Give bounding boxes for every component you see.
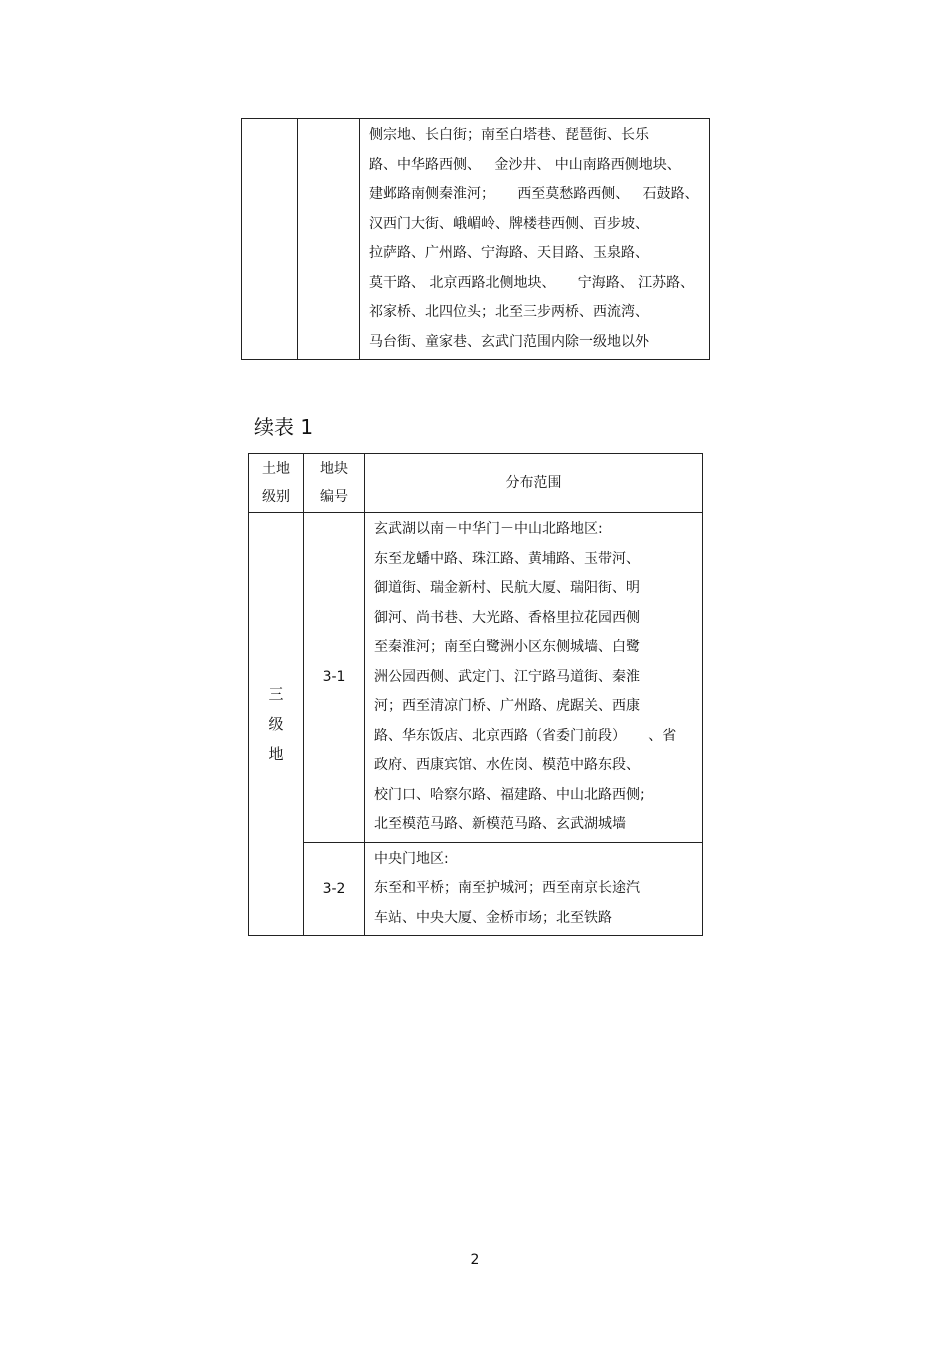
grade-char: 地 [268, 745, 284, 763]
range-line: 御河、尚书巷、大光路、香格里拉花园西侧 [374, 609, 640, 626]
range-line: 建邺路南侧秦淮河； 西至莫愁路西侧、 石鼓路、 [369, 186, 699, 202]
top-table-continuation [241, 118, 710, 360]
range-line: 御道街、瑞金新村、民航大厦、瑞阳街、明 [374, 580, 640, 596]
range-line: 河；西至清凉门桥、广州路、虎踞关、西康 [374, 698, 640, 714]
range-line: 侧宗地、长白街；南至白塔巷、琵琶街、长乐 [369, 127, 649, 143]
range-line: 北至模范马路、新模范马路、玄武湖城墙 [374, 816, 626, 832]
block-code-cell: 3-2 [304, 842, 365, 936]
range-line: 马台街、童家巷、玄武门范围内除一级地以外 [369, 333, 649, 350]
range-cell [365, 513, 703, 843]
range-cell [365, 842, 703, 936]
grade-char: 三 [268, 685, 284, 703]
table-caption: 续表 1 [254, 415, 314, 439]
grade-char: 级 [268, 715, 284, 733]
header-block-no [304, 454, 365, 513]
header-range: 分布范围 [365, 454, 703, 513]
block-code-cell: 3-1 [304, 513, 365, 843]
empty-code-cell [298, 119, 360, 360]
table-row [249, 842, 703, 936]
range-line: 莫干路、 北京西路北侧地块、 宁海路、 江苏路、 [369, 274, 695, 291]
grade-cell [249, 513, 304, 936]
range-line: 汉西门大街、峨嵋岭、牌楼巷西侧、百步坡、 [369, 215, 649, 232]
range-line: 洲公园西侧、武定门、江宁路马道街、秦淮 [374, 668, 640, 685]
header-land-grade [249, 454, 304, 513]
page-number: 2 [470, 1252, 480, 1268]
range-line: 政府、西康宾馆、水佐岗、模范中路东段、 [374, 757, 640, 773]
range-line: 祁家桥、北四位头；北至三步两桥、西流湾、 [369, 304, 649, 320]
range-line: 中央门地区: [374, 850, 449, 867]
range-line: 东至龙蟠中路、珠江路、黄埔路、玉带河、 [374, 550, 640, 567]
header-text: 级别 [262, 489, 290, 505]
table-row [249, 513, 703, 843]
range-line: 东至和平桥；南至护城河；西至南京长途汽 [374, 880, 640, 896]
range-line: 车站、中央大厦、金桥市场；北至铁路 [374, 909, 612, 926]
header-row [249, 454, 703, 513]
range-line: 玄武湖以南－中华门－中山北路地区: [374, 521, 603, 537]
empty-grade-cell [242, 119, 298, 360]
range-line: 拉萨路、广州路、宁海路、天目路、玉泉路、 [369, 245, 649, 261]
range-line: 路、中华路西侧、 金沙井、 中山南路西侧地块、 [369, 156, 681, 173]
range-cell [360, 119, 710, 360]
header-text: 地块 [320, 461, 348, 477]
range-line: 校门口、哈察尔路、福建路、中山北路西侧; [374, 786, 645, 803]
continued-table [248, 453, 703, 936]
header-text: 编号 [320, 489, 348, 505]
header-text: 土地 [262, 461, 290, 477]
range-line: 至秦淮河；南至白鹭洲小区东侧城墙、白鹭 [374, 639, 640, 655]
range-line: 路、华东饭店、北京西路（省委门前段） 、省 [374, 727, 677, 744]
